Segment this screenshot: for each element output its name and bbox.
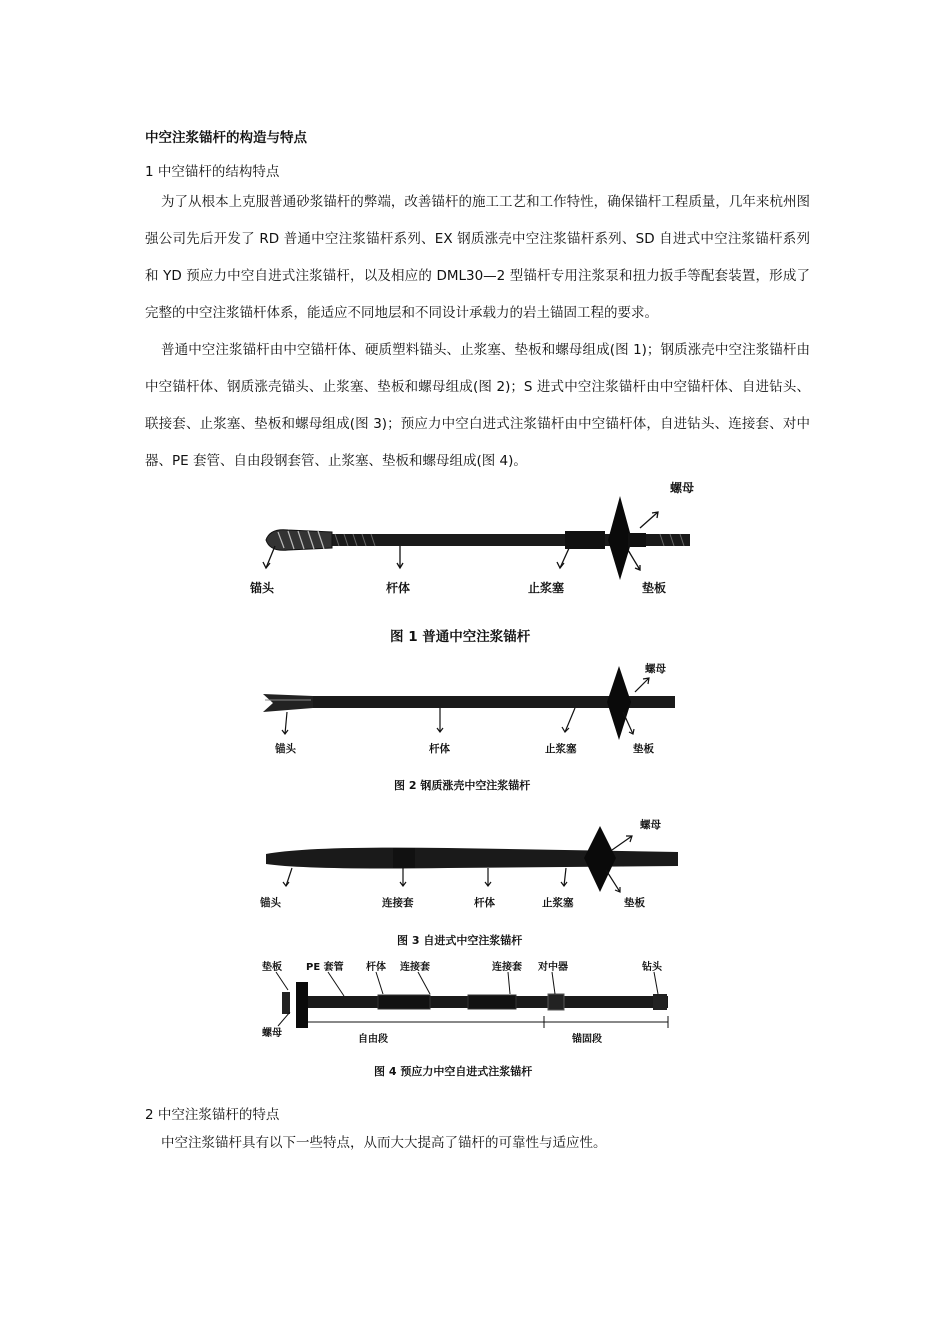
section-2-paragraph: 中空注浆锚杆具有以下一些特点，从而大大提高了锚杆的可靠性与适应性。 (161, 1135, 607, 1151)
figure-4-label-anchor: 锚固段 (572, 1034, 602, 1045)
figure-1-diagram (240, 476, 710, 600)
figure-2-label-nut: 螺母 (645, 663, 666, 675)
figure-3-label-body: 杆体 (474, 897, 495, 909)
figure-3-label-head: 锚头 (260, 897, 281, 909)
section-2-heading: 2 中空注浆锚杆的特点 (145, 1107, 280, 1123)
figure-2-label-plate: 垫板 (633, 743, 654, 755)
figure-1-label-body: 杆体 (386, 581, 411, 595)
figure-2-diagram (255, 656, 695, 760)
figure-1-label-stopper: 止浆塞 (528, 581, 565, 595)
section-1-paragraph-1: 为了从根本上克服普通砂浆锚杆的弊端，改善锚杆的施工工艺和工作特性，确保锚杆工程质量，几年来杭州图强公司先后开发了 RD 普通中空注浆锚杆系列、EX 钢质涨壳中空注浆锚杆系列、SD 自进式中空注浆锚杆系列和 YD 预应力中空自进式注浆锚杆，以及相应的 DML30—2 型锚杆专用注浆泵和扭力扳手等配套装置，形成了完整的中空注浆锚杆体系，能适应不同地层和不同设计承载力的岩土锚固工程的要求。 (145, 194, 810, 321)
figure-2-label-body: 杆体 (429, 743, 450, 755)
figure-4-label-coupler-2: 连接套 (492, 962, 522, 973)
figure-1-label-head: 锚头 (250, 581, 275, 595)
figure-2-label-stopper: 止浆塞 (545, 743, 577, 755)
figure-2-label-head: 锚头 (275, 743, 296, 755)
figure-2-caption: 图 2 钢质涨壳中空注浆锚杆 (394, 779, 531, 792)
figure-4-label-coupler-1: 连接套 (400, 962, 430, 973)
figure-1-label-plate: 垫板 (642, 581, 667, 595)
section-1-heading: 1 中空锚杆的结构特点 (145, 164, 280, 180)
figure-3-caption: 图 3 自进式中空注浆锚杆 (397, 934, 523, 947)
figure-4-label-body: 杆体 (366, 962, 386, 973)
figure-4-label-bit: 钻头 (642, 962, 662, 973)
figure-1-caption: 图 1 普通中空注浆锚杆 (390, 629, 531, 645)
page-title: 中空注浆锚杆的构造与特点 (145, 130, 307, 146)
figure-4-caption: 图 4 预应力中空自进式注浆锚杆 (374, 1065, 533, 1078)
figure-4-label-free: 自由段 (358, 1034, 388, 1045)
figure-4-label-plate: 垫板 (262, 962, 282, 973)
figure-4-label-centralizer: 对中器 (538, 962, 568, 973)
figure-4-label-pe: PE 套管 (306, 962, 344, 973)
section-1-paragraph-2: 普通中空注浆锚杆由中空锚杆体、硬质塑料锚头、止浆塞、垫板和螺母组成(图 1)；钢质涨壳中空注浆锚杆由中空锚杆体、钢质涨壳锚头、止浆塞、垫板和螺母组成(图 2)；S 进式中空注浆锚杆由中空锚杆体、自进钻头、联接套、止浆塞、垫板和螺母组成(图 3)；预应力中空白进式注浆锚杆由中空锚杆体，自进钻头、连接套、对中器、PE 套管、自由段钢套管、止浆塞、垫板和螺母组成(图 4)。 (145, 342, 810, 469)
figure-3-label-coupler: 连接套 (382, 897, 414, 909)
figure-1-label-nut: 螺母 (670, 481, 695, 495)
figure-3-label-plate: 垫板 (624, 897, 645, 909)
figure-3-diagram (248, 812, 688, 914)
figure-4-diagram (258, 960, 678, 1052)
figure-3-label-nut: 螺母 (640, 819, 661, 831)
figure-3-label-stopper: 止浆塞 (542, 897, 574, 909)
figure-4-label-nut: 螺母 (262, 1028, 282, 1039)
